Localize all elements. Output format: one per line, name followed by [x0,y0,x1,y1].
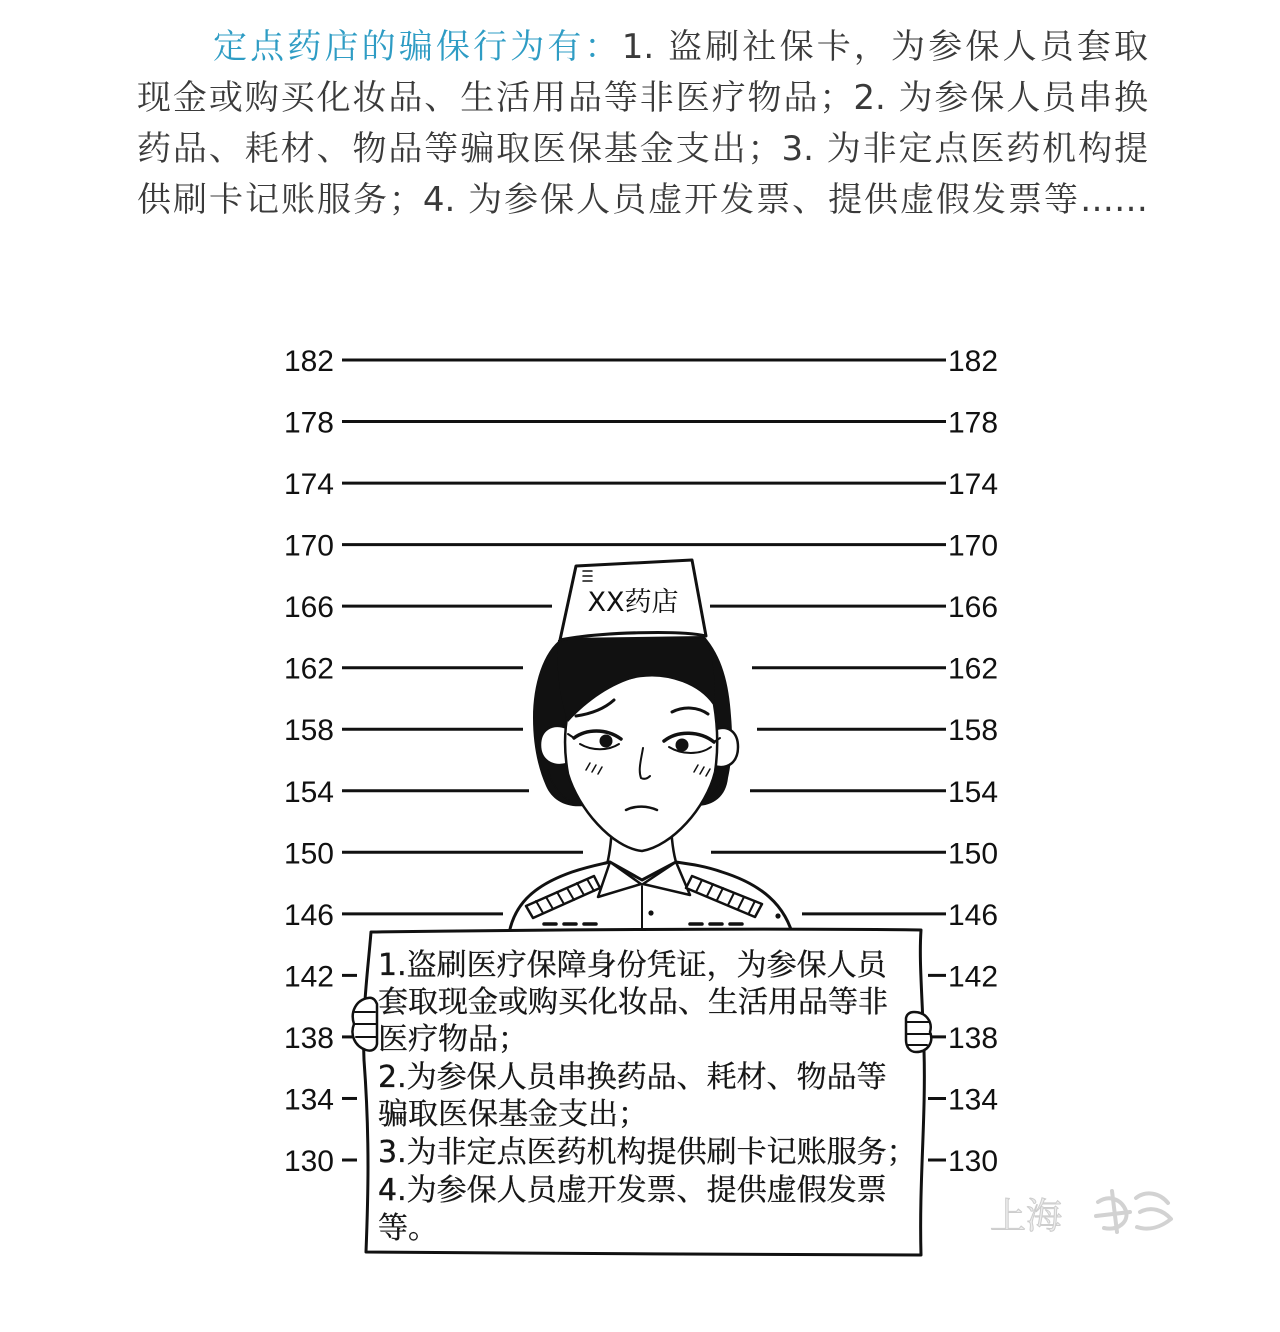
intro-line-3: 药品、耗材、物品等骗取医保基金支出；3. 为非定点医药机构提 [137,129,1148,169]
shirt-button [648,910,653,915]
shoulder-button [775,913,780,918]
scale-label-right-158: 158 [948,714,999,748]
sign [364,929,925,1255]
scale-label-left-182: 182 [283,345,334,378]
scale-label-left-166: 166 [283,591,334,625]
scale-label-right-134: 134 [948,1083,999,1117]
intro-line-2: 现金或购买化妆品、生活用品等非医疗物品；2. 为参保人员串换 [137,78,1148,118]
scale-label-right-154: 154 [948,775,999,809]
watermark-calligraphy [1096,1191,1171,1232]
scale-label-right-170: 170 [948,529,999,563]
intro-lead: 定点药店的骗保行为有： [213,27,622,67]
hand-right [906,1012,931,1052]
scale-label-left-170: 170 [283,529,334,563]
scale-label-right-174: 174 [948,468,999,502]
sign-line: 4.为参保人员虚开发票、提供虚假发票 [378,1173,887,1208]
scale-label-right-182: 182 [948,345,999,378]
scale-label-left-154: 154 [283,775,334,809]
hat-label: XX药店 [587,587,679,618]
ear-left [540,726,567,765]
scale-label-left-158: 158 [283,714,334,748]
scale-label-left-142: 142 [283,960,334,994]
sign-line: 2.为参保人员串换药品、耗材、物品等 [378,1060,887,1095]
scale-label-right-138: 138 [948,1021,999,1055]
scale-label-right-166: 166 [948,591,999,625]
intro-line-1 [213,22,1148,73]
scale-label-left-138: 138 [283,1021,334,1055]
scale-label-left-178: 178 [283,406,334,440]
scale-label-left-150: 150 [283,837,334,871]
pharmacist-figure [508,560,794,940]
scale-label-right-146: 146 [948,898,999,932]
scale-label-left-130: 130 [283,1145,334,1178]
watermark-text: 上海 [990,1196,1063,1237]
sign-line: 3.为非定点医药机构提供刷卡记账服务； [378,1135,917,1170]
intro-line-1-text: 1. 盗刷社保卡，为参保人员套取 [621,27,1148,67]
scale-label-right-178: 178 [948,406,999,440]
scale-label-right-162: 162 [948,652,999,686]
sign-line: 1.盗刷医疗保障身份凭证，为参保人员 [378,948,887,983]
watermark [990,1191,1171,1237]
scale-label-right-150: 150 [948,837,999,871]
sign-line: 等。 [378,1211,438,1246]
sign-line: 骗取医保基金支出； [378,1097,648,1132]
intro-line-4: 供刷卡记账服务；4. 为参保人员虚开发票、提供虚假发票等…… [137,180,1148,220]
scale-label-left-162: 162 [283,652,334,686]
scale-label-left-134: 134 [283,1083,334,1117]
sign-line: 医疗物品； [378,1022,528,1057]
scale-label-left-146: 146 [283,898,334,932]
scale-label-right-142: 142 [948,960,999,994]
scale-label-right-130: 130 [948,1145,999,1178]
intro-paragraph [137,22,1148,226]
sign-line: 套取现金或购买化妆品、生活用品等非 [378,985,888,1020]
hand-left [353,998,378,1051]
scale-label-left-174: 174 [283,468,334,502]
